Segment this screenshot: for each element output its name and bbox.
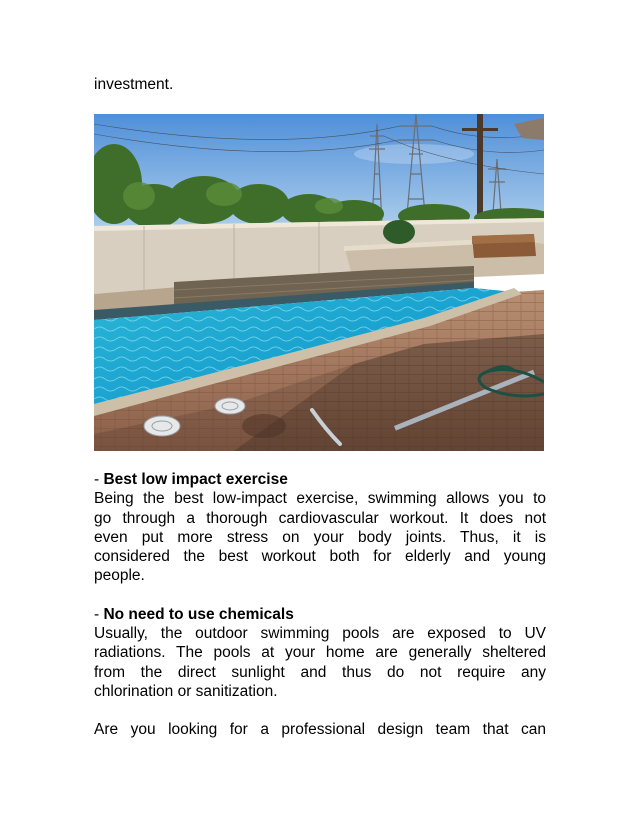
section-1-heading-line [94,471,546,489]
section-1-text-line-2: go through a thorough cardiovascular workout. It does not [94,510,546,527]
section-1-text-line-1: Being the best low-impact exercise, swimming allows you to [94,490,546,507]
closing-text-line: Are you looking for a professional design team that can [94,721,546,738]
section-2-heading-line [94,606,546,624]
section-1-text-line-3: even put more stress on your body joints. Thus, it is [94,529,546,546]
section-1-text-line-4: considered the best workout both for elderly and young [94,548,546,565]
section-1-bullet: - [94,471,104,488]
section-2-text-line-2: radiations. The pools at your home are generally sheltered [94,644,546,661]
section-2-heading: No need to use chemicals [103,606,294,623]
section-1-heading: Best low impact exercise [103,471,288,488]
section-2-text-line-1: Usually, the outdoor swimming pools are exposed to UV [94,625,546,642]
section-1-text-line-5: people. [94,567,145,584]
intro-tail-text: investment. [94,76,174,93]
section-2-text-line-4: chlorination or sanitization. [94,683,278,700]
section-2-bullet: - [94,606,104,623]
section-2-text-line-3: from the direct sunlight and thus do not require any [94,664,546,681]
backyard-pool-photo [94,114,544,451]
